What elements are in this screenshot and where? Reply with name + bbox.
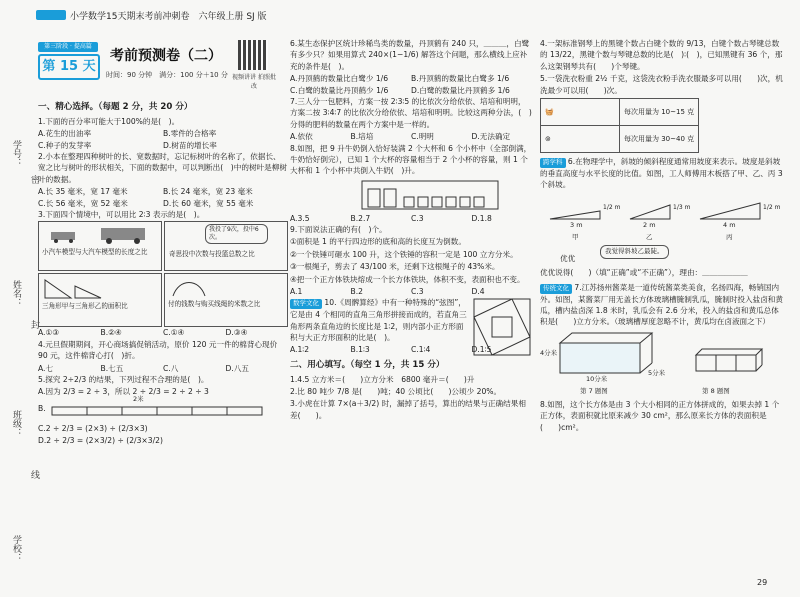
question-2: 2.小本在整理四种树叶的长、宽数据时，忘记标树叶的名称了，依据长、宽之比与树叶的形状相关，下面的数据中，可以判断出( )中的树叶是柳树叶的数据。	[38, 152, 287, 184]
fill-8: 8.如图，这个长方体是由 3 个大小相同的正方体拼成的，如果去掉 1 个正方体，表面积就比原来减少 30 cm²，那么原来长方体的表面积是( )cm²。	[540, 399, 780, 432]
options	[38, 363, 288, 374]
option: C.种子的发芽率	[38, 140, 92, 150]
school-label: 学校：	[11, 535, 21, 562]
option: D.白鹭的数量比丹顶鹤多 1/6	[411, 85, 510, 95]
options	[290, 73, 532, 96]
option: A.长 35 毫米，宽 17 毫米	[38, 187, 128, 197]
question-10-block	[290, 297, 532, 343]
option: D.2 ÷ 2/3 = (2×3/2) ÷ (2/3×3/2)	[38, 436, 163, 446]
dimension-label: 10分米	[586, 374, 608, 383]
option: D.1∶5	[471, 345, 492, 355]
options	[290, 131, 532, 142]
scenario-4	[164, 273, 288, 327]
question-9: 9.下面说法正确的有( )个。	[290, 225, 387, 235]
scenario-caption: 奇思投中次数与投篮总数之比	[169, 250, 255, 259]
scenario-caption: 小汽车模型与大汽车模型的长度之比	[42, 248, 148, 257]
bar-diagram	[50, 405, 270, 419]
statement: ④把一个正方体铁块熔成一个长方体铁块，体积不变，表面积也不变。	[290, 274, 525, 284]
header-title: 小学数学15天期末考前冲刺卷 六年级上册 SJ 版	[70, 12, 267, 22]
student-number-label: 学号：	[11, 140, 21, 167]
day-number: 第 15 天	[38, 54, 100, 80]
section-heading: 二、用心填写。（每空 1 分，共 15 分）	[290, 359, 445, 370]
option: B.2.7	[350, 213, 371, 223]
question-7: 7.三人分一包肥料，方案一按 2∶3∶5 的比依次分给依依、培培和明明，方案二按 3∶4∶7 的比依次分给依依、培培和明明。比较这两种分法，( )分得的肥料的数量在两个方案中是一样的。	[290, 96, 532, 129]
option: C.白鹭的数量比丹顶鹤少 1/6	[290, 85, 389, 95]
column-left	[38, 98, 288, 448]
option: B.七五	[100, 363, 124, 373]
scenario-2	[164, 221, 288, 271]
question-8: 8.如图，把 9 升牛奶倒入恰好装满 2 个大杯和 6 个小杯中（全部倒满，牛奶恰好倒完），已知 1 个大杯的容量相当于 2 个小杯的容量，则 1 个大杯和 1 个小杯中共倒入牛奶( )升。	[290, 143, 532, 176]
speech-bubble: 我投了9次，投中6次。	[205, 224, 268, 244]
statement: ②一个铁锤可砸水 100 升，这个铁锤的容积一定是 100 立方分米。	[290, 249, 518, 259]
qr-code-icon[interactable]	[238, 40, 268, 70]
question-10: 10.《周髀算经》中有一种特殊的“弦图”，它是由 4 个相同的直角三角形拼接而成的，若直角三角形两条直角边的长度比是 1∶2，则内部小正方形面积与大正方形面积的比是( )。	[290, 298, 467, 342]
option: B.1∶3	[350, 345, 370, 355]
seal-mark: 线	[29, 470, 39, 479]
car-models-icon	[41, 224, 159, 246]
section-heading: 一、精心选择。（每题 2 分，共 20 分）	[38, 102, 193, 112]
page-number: 29	[757, 578, 768, 587]
fill-3: 3.小虎在计算 7×(a＋3/2) 时，漏掉了括号，算出的结果与正确结果相差( )。	[290, 399, 526, 420]
option: C.3	[411, 213, 424, 223]
scenario-3	[38, 273, 162, 327]
crossdisciplinary-badge: 跨学科	[540, 158, 566, 168]
question-5: 5.探究 2÷2/3 的结果，下列过程不合理的是( )。	[38, 374, 209, 384]
student-name-label: 姓名：	[11, 280, 21, 307]
fill-1: 1.4.5 立方米＝( )立方分米 6800 毫升＝( )升	[290, 374, 475, 384]
question-1: 1.下面的百分率可能大于100%的是( )。	[38, 116, 180, 126]
option: A.七	[38, 363, 54, 373]
height-label: 1/3 m	[673, 204, 691, 212]
option: B.丹顶鹤的数量比白鹭多 1/6	[411, 74, 510, 84]
figure-caption: 第 7 题图	[580, 386, 608, 395]
option: C.1∶4	[411, 345, 431, 355]
column-right	[540, 38, 785, 434]
q3-scenarios	[38, 221, 288, 327]
scenario-caption: 三角形甲与三角形乙的面积比	[42, 302, 128, 311]
speaker-name: 优优	[560, 254, 576, 264]
fill-4: 4.一架标准钢琴上的黑键个数占白键个数的 9/13，白键个数占琴键总数的 13/22，黑键个数与琴键总数的比是( )∶( )，已知黑键有 36 个，那么这架钢琴共有( )个琴键。	[540, 39, 783, 71]
page-title: 考前预测卷（二）	[110, 48, 222, 64]
cups-icon	[360, 179, 500, 211]
fill-5: 5.一袋洗衣粉重 2½ 千克，这袋洗衣粉手洗衣服最多可以用( )次，机洗最少可以用( )次。	[540, 74, 783, 95]
option-label: B.	[38, 403, 46, 413]
detergent-table	[540, 98, 699, 153]
options	[290, 286, 532, 297]
string-diagram-icon	[472, 297, 532, 357]
option: B.长 24 毫米，宽 23 毫米	[163, 187, 253, 197]
options	[38, 128, 288, 151]
seal-mark: 封	[29, 320, 39, 329]
length-label: 2 m	[643, 221, 656, 230]
option: A.依依	[290, 132, 313, 142]
exam-info: 时间：90 分钟 满分：100 分＋10 分	[106, 71, 228, 79]
length-label: 3 m	[570, 221, 583, 230]
fill-6: 6.在物理学中，斜坡的倾斜程度通常用坡度来表示。坡度是斜坡的垂直高度与水平长度的比值。如图，工人师傅用木板搭了甲、乙、丙 3 个斜坡。	[540, 156, 783, 190]
stage-label: 第三阶段 · 提高篇	[38, 42, 98, 52]
option: B.培培	[350, 132, 374, 142]
options	[290, 213, 532, 224]
option: B.零件的合格率	[163, 129, 217, 139]
option: A.花生的出油率	[38, 129, 92, 139]
option: C.3	[411, 287, 424, 297]
slopes-figure	[540, 191, 785, 245]
question-4: 4.元旦假期期间，开心商场搞促销活动，原价 120 元一件的棉背心现价 90 元，这件棉背心打( )折。	[38, 339, 278, 361]
dimension-label: 4分米	[540, 348, 558, 357]
youyou-figure	[540, 245, 785, 267]
culture-badge: 数学文化	[290, 299, 322, 309]
option: D.长 60 毫米，宽 55 毫米	[163, 198, 254, 208]
option: D.树苗的增长率	[163, 140, 217, 150]
question-6: 6.某生态保护区统计珍稀鸟类的数量，丹顶鹤有 240 只，＿＿＿，白鹭有多少只？如果用算式 240×(1−1/6) 解答这个问题，那么横线上应补充的条件是( )。	[290, 39, 530, 71]
cubes-icon	[690, 345, 770, 375]
figure-caption: 第 8 题图	[702, 386, 730, 395]
option: B.②④	[100, 328, 122, 338]
option: A.丹顶鹤的数量比白鹭少 1/6	[290, 74, 389, 84]
option: D.③④	[225, 328, 248, 338]
option: C.八	[163, 363, 179, 373]
bar-length-label: 2米	[133, 394, 144, 403]
glass-tank-icon	[540, 329, 660, 377]
class-label: 班级：	[11, 410, 21, 437]
option: D.八五	[225, 363, 249, 373]
option: C.明明	[411, 132, 434, 142]
height-label: 1/2 m	[603, 204, 621, 212]
option: A.因为 2/3 = 2 ÷ 3，所以 2 ÷ 2/3 = 2 ÷ 2 ÷ 3	[38, 387, 209, 397]
slope-name: 甲	[572, 233, 579, 242]
option: C.长 56 毫米，宽 52 毫米	[38, 198, 128, 208]
statement: ①面积是 1 的平行四边形的底和高的长度互为倒数。	[290, 237, 466, 247]
options	[38, 327, 288, 338]
length-label: 4 m	[723, 221, 736, 230]
height-label: 1/2 m	[763, 204, 781, 212]
option: A.①③	[38, 328, 60, 338]
statement: ③一根绳子，剪去了 43/100 米，还剩下这根绳子的 43%米。	[290, 262, 500, 272]
option: C.①④	[163, 328, 185, 338]
option: D.1.8	[471, 213, 492, 223]
question-3: 3.下面四个情境中，可以用比 2∶3 表示的是( )。	[38, 210, 205, 220]
table-cell: 每次用量为 10~15 克	[620, 98, 699, 125]
option: A.3.5	[290, 213, 310, 223]
page-header	[0, 0, 800, 30]
fill-7: 7.江苏扬州酱菜是一道传统酱菜类美食，名扬四海，畅销国内外。如图，某酱菜厂用无盖长方体玻璃槽腌制乳瓜，腌制时投入盐卤和黄瓜，槽内盐卤深 1.8 米时，乳瓜会有 2.6 分米，投入的盐卤和黄瓜总体积是( )立方分米。（玻璃槽厚度忽略不计，黄瓜均在卤液面之下）	[540, 282, 783, 327]
seal-mark: 密	[29, 175, 39, 184]
option: B.2	[350, 287, 363, 297]
option: D.无法确定	[471, 132, 511, 142]
option: A.1∶2	[290, 345, 310, 355]
option: A.1	[290, 287, 303, 297]
options	[38, 186, 288, 209]
option: C.2 ÷ 2/3 = (2×3) ÷ (2/3×3)	[38, 423, 148, 433]
hand-wash-icon: 🧺	[541, 98, 620, 125]
fill-6-answer: 优优说得( )（填“正确”或“不正确”），理由：＿＿＿＿＿＿	[540, 268, 748, 278]
option: D.4	[471, 287, 485, 297]
washing-machine-icon: ⊚	[541, 125, 620, 152]
brand-tag	[36, 10, 66, 20]
binding-margin	[0, 30, 40, 597]
dimension-label: 5分米	[648, 368, 666, 377]
slope-name: 丙	[726, 233, 733, 242]
scenario-caption: 付的钱数与购买线绳的米数之比	[168, 300, 261, 309]
triangles-icon	[43, 276, 103, 302]
culture-badge: 传统文化	[540, 284, 572, 294]
scenario-1	[38, 221, 162, 271]
speech-bubble: 我觉得斜坡乙最陡。	[600, 245, 669, 259]
day-badge	[38, 42, 98, 80]
slope-name: 乙	[646, 233, 653, 242]
column-middle	[290, 38, 532, 422]
fill-7-8-figures	[540, 329, 785, 399]
qr-caption: 视频讲讲 拍照批改	[232, 74, 276, 90]
q5-bar-figure	[38, 394, 288, 423]
rope-icon	[169, 276, 209, 300]
table-cell: 每次用量为 30~40 克	[620, 125, 699, 152]
fill-2: 2.比 80 吨少 7/8 是( )吨；40 公顷比( )公顷少 20%。	[290, 387, 502, 397]
